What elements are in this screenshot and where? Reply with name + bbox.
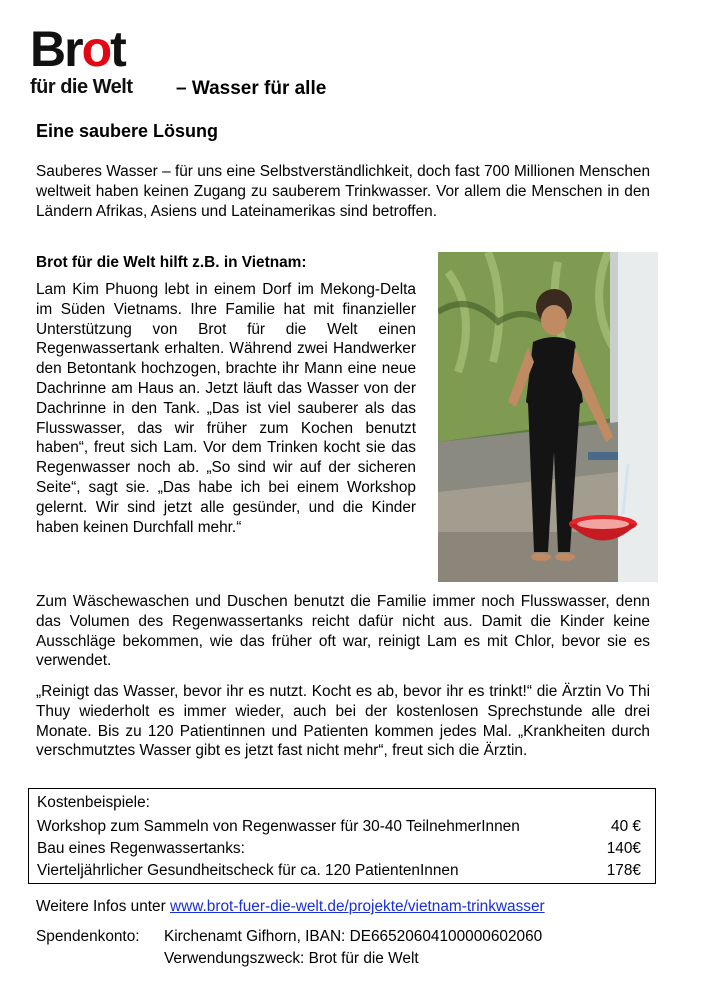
section-title: Eine saubere Lösung [36,121,219,141]
project-link[interactable]: www.brot-fuer-die-welt.de/projekte/vietnam-trinkwasser [170,898,545,915]
cost-value: 140€ [606,840,641,857]
more-info-prefix: Weitere Infos unter [36,898,171,915]
vietnam-subtitle: Brot für die Welt hilft z.B. in Vietnam: [36,254,307,271]
logo-red-o: o [81,21,111,77]
cost-value: 40 € [611,818,641,835]
logo-word: Brot [30,21,125,77]
more-info-line [36,897,545,917]
donation-purpose: Verwendungszweck: Brot für die Welt [164,950,419,967]
cost-value: 178€ [606,862,641,879]
donation-label: Spendenkonto: [36,928,140,945]
doctor-paragraph: „Reinigt das Wasser, bevor ihr es nutzt. Kocht es ab, bevor ihr es trinkt!“ die Ärztin Vo Thi Thuy wiederholt es immer wieder, auch bei der kostenlosen Sprechstunde alle drei Monate. Bis zu 120 Patientinnen und Patienten kommen jedes Mal. „Krankheiten durch verschmutztes Wasser gibt es jetzt fast nicht mehr“, freut sich die Ärztin. [36,683,650,760]
donation-account-details: Kirchenamt Gifhorn, IBAN: DE66520604100000602060 [164,928,543,945]
cost-label: Workshop zum Sammeln von Regenwasser für 30-40 TeilnehmerInnen [37,818,520,835]
intro-paragraph: Sauberes Wasser – für uns eine Selbstverständlichkeit, doch fast 700 Millionen Menschen weltweit haben keinen Zugang zu sauberem Trinkwasser. Vor allem die Menschen in den Ländern Afrikas, Asiens und Lateinamerikas sind betroffen. [36,163,650,220]
cost-examples-box [28,788,656,884]
brot-fuer-die-welt-logo [30,21,160,98]
cost-label: Bau eines Regenwassertanks: [37,840,245,857]
woman-at-water-tap-photo [438,252,658,582]
logo-subtitle: für die Welt [30,76,133,98]
cost-label: Vierteljährlicher Gesundheitscheck für ca. 120 PatientenInnen [37,862,459,879]
cost-examples-title: Kostenbeispiele: [37,794,150,811]
laundry-paragraph: Zum Wäschewaschen und Duschen benutzt die Familie immer noch Flusswasser, denn das Volumen des Regenwassertanks reicht dafür nicht aus. Damit die Kinder keine Ausschläge bekommen, wie das früher oft war, reinigt Lam es mit Chlor, bevor sie es verwendet. [36,593,650,670]
story-paragraph: Lam Kim Phuong lebt in einem Dorf im Mekong-Delta im Süden Vietnams. Ihre Familie hat mit finanzieller Unterstützung von Brot für die Welt einen Regenwassertank erhalten. Während zwei Handwerker den Betontank hochzogen, brachte ihr Mann eine neue Dachrinne am Haus an. Jetzt läuft das Wasser von der Dachrinne in den Tank. „Das ist viel sauberer als das Flusswasser, das wir früher zum Kochen benutzt haben“, freut sich Lam. Vor dem Trinken kocht sie das Regenwasser noch ab. „So sind wir auf der sicheren Seite“, sagt sie. „Das habe ich bei einem Workshop gelernt. Wir sind jetzt alle gesünder, und die Kinder haben keinen Durchfall mehr.“ [36,281,416,536]
tagline: – Wasser für alle [176,78,327,99]
